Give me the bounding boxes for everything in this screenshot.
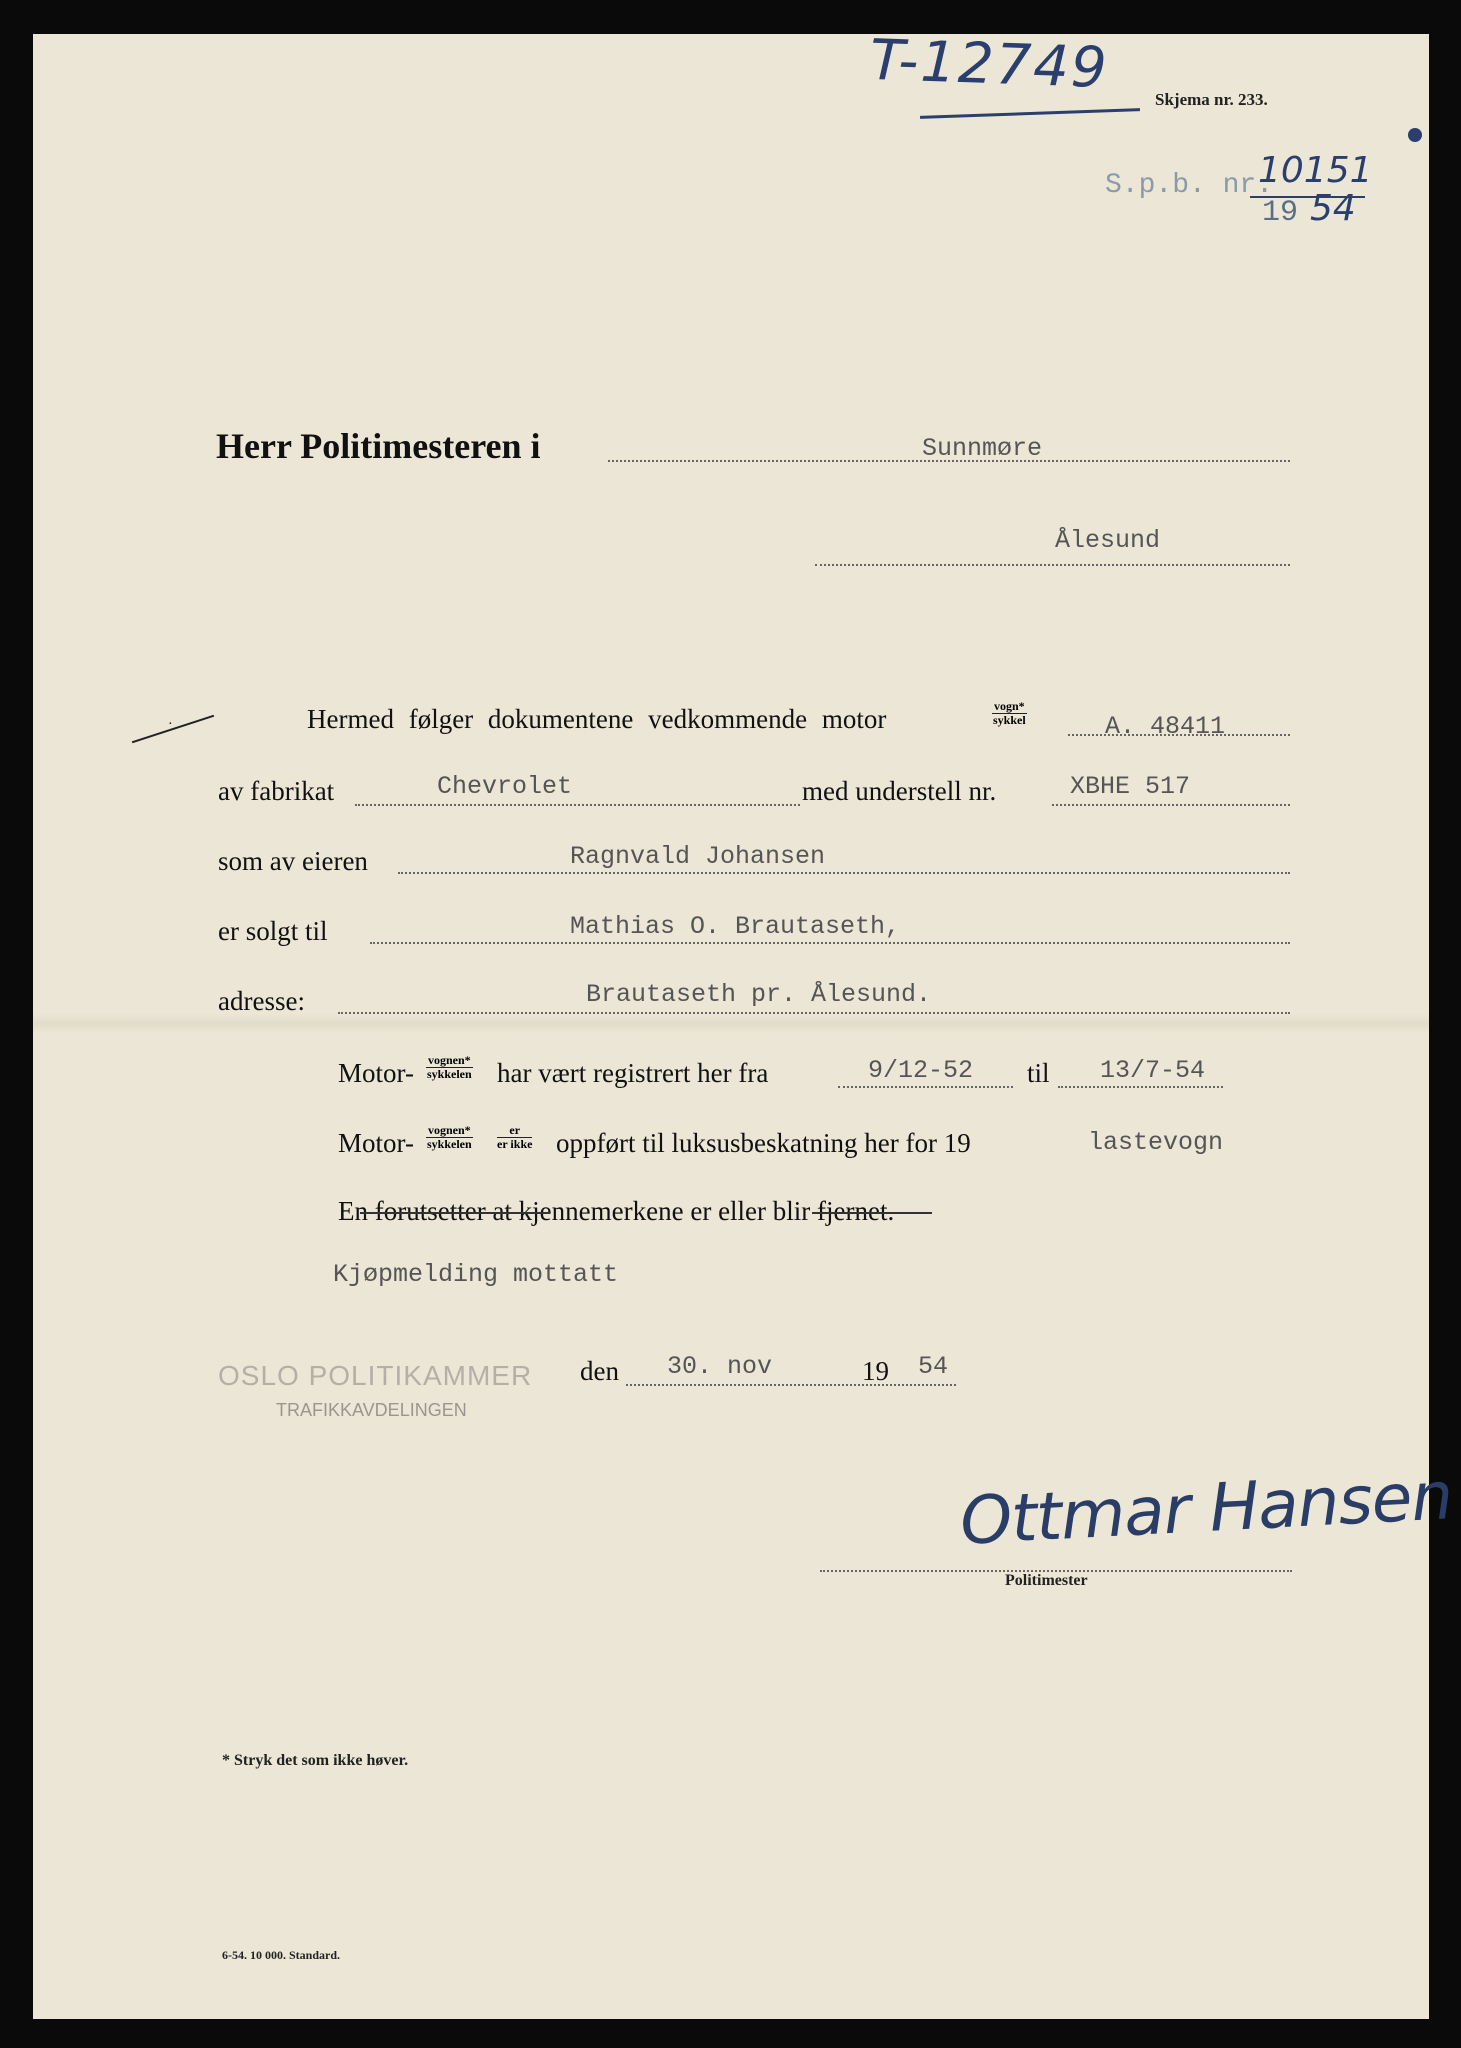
registered-text: har vært registrert her fra [497,1058,769,1088]
handwritten-reference: T-12749 [868,27,1110,102]
er-frac-bottom: er ikke [497,1137,533,1151]
motor-frac-bottom: sykkel [993,713,1026,727]
vehicle-fraction-1 [424,1054,475,1081]
reg-number: A. 48411 [1105,712,1226,741]
address-value: Brautaseth pr. Ålesund. [586,980,932,1009]
reg-to: 13/7-54 [1100,1056,1206,1085]
understell-line [1052,804,1290,806]
den-label: den [580,1356,619,1386]
address-line [338,1012,1290,1014]
year-prefix: 19 [862,1356,889,1386]
ink-mark [1408,128,1422,142]
address-label: adresse: [218,986,305,1016]
motor-prefix-1: Motor- [338,1058,414,1088]
understell-value: XBHE 517 [1070,772,1191,801]
city-value: Ålesund [1055,526,1161,555]
owner-line [398,872,1290,874]
understell-label: med understell nr. [802,776,997,806]
motor-fraction [990,700,1029,727]
fabrikat-value: Chevrolet [437,772,573,801]
frac-bottom-1: sykkelen [427,1067,472,1081]
stamp-line-1: OSLO POLITIKAMMER [218,1360,533,1391]
year-suffix: 54 [918,1352,949,1381]
date-value: 30. nov [667,1352,773,1381]
schema-label: Skjema nr. 233. [1155,90,1268,109]
city-line [815,564,1290,566]
remove-strike-1 [360,1212,550,1214]
til-label: til [1027,1058,1050,1088]
er-frac-top: er [497,1124,532,1138]
signature: Ottmar Hansen [958,1457,1454,1560]
signature-title: Politimester [1005,1572,1088,1589]
spb-year-suffix: 54 [1310,188,1356,229]
note-text: Kjøpmelding mottatt [333,1260,619,1289]
footnote: * Stryk det som ikke høver. [222,1752,409,1769]
addressee-label: Herr Politimesteren i [216,426,541,466]
spb-number: 10151 [1258,150,1373,191]
reg-from-line [838,1086,1013,1088]
stamp-line-2: TRAFIKKAVDELINGEN [276,1400,467,1420]
reg-to-line [1058,1086,1223,1088]
er-fraction [495,1124,534,1151]
frac-top-1: vognen* [428,1053,471,1067]
spb-label: S.p.b. nr. [1105,170,1274,201]
vehicle-fraction-2 [424,1124,475,1151]
motor-frac-top: vogn* [994,699,1025,713]
frac-top-2: vognen* [428,1123,471,1137]
motor-prefix-2: Motor- [338,1128,414,1158]
luxury-value: lastevogn [1088,1128,1224,1157]
reg-from: 9/12-52 [868,1056,974,1085]
fabrikat-line [355,804,800,806]
sold-line [370,942,1290,944]
paper-fold [33,1014,1429,1034]
remove-strike-2 [812,1212,932,1214]
luxury-text: oppført til luksusbeskatning her for 19 [556,1128,971,1158]
print-info: 6-54. 10 000. Standard. [222,1948,341,1962]
owner-value: Ragnvald Johansen [570,842,826,871]
remove-text: En forutsetter at kjennemerkene er eller blir fjernet. [338,1196,895,1226]
fabrikat-label: av fabrikat [218,776,335,806]
owner-label: som av eieren [218,846,368,876]
sold-label: er solgt til [218,916,328,946]
spb-year-prefix: 19 [1262,196,1299,230]
sold-value: Mathias O. Brautaseth, [570,912,901,941]
margin-dot: · [168,717,173,732]
district-value: Sunnmøre [922,434,1043,463]
frac-bottom-2: sykkelen [427,1137,472,1151]
date-line [626,1384,956,1386]
intro-text: Hermed følger dokumentene vedkommende motor [307,704,887,734]
